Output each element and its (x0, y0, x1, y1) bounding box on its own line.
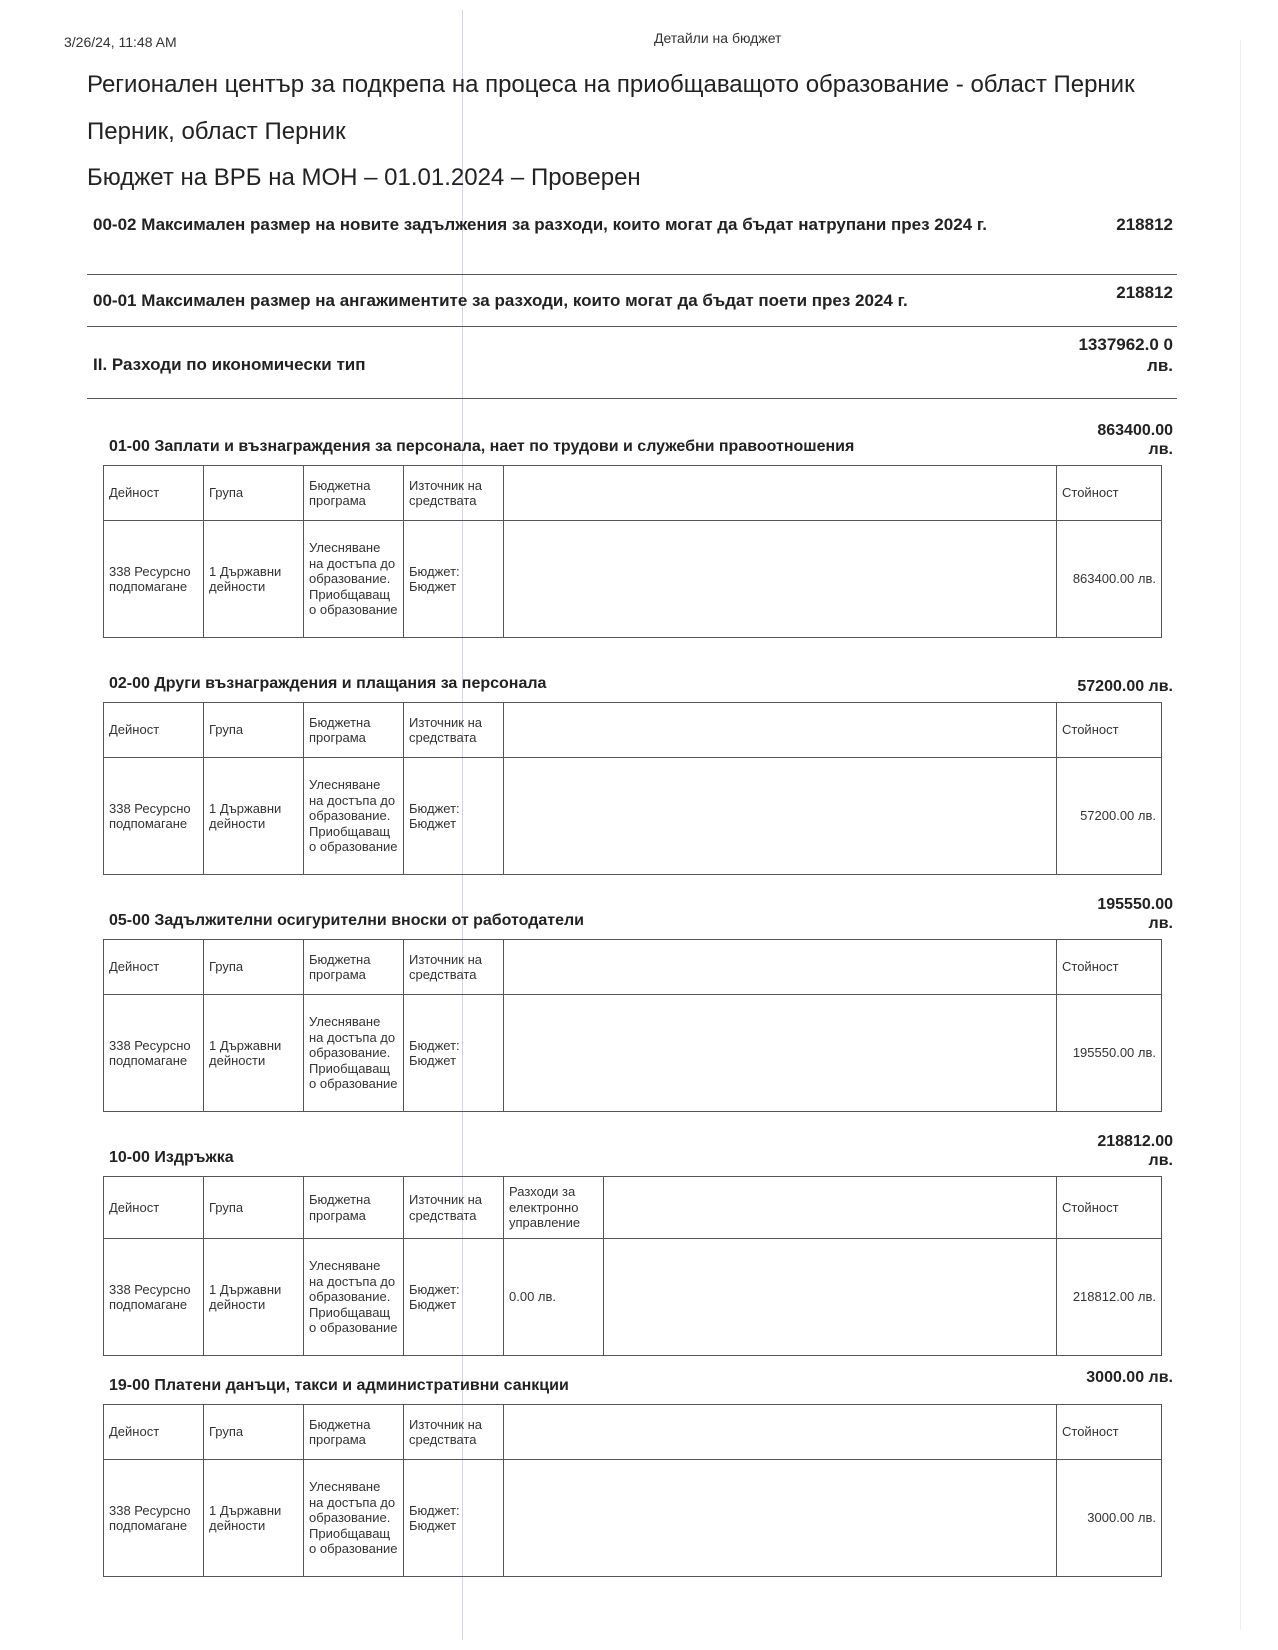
section-label: 10-00 Издръжка (109, 1149, 234, 1166)
col-activity: Дейност (104, 466, 204, 521)
cell-empty (504, 1460, 1057, 1577)
table-header-row (104, 466, 1162, 521)
cell-value: 3000.00 лв. (1057, 1460, 1162, 1577)
summary-row-00-01 (87, 282, 1177, 327)
col-group: Група (204, 940, 304, 995)
cell-empty (504, 521, 1057, 638)
section-header-19-00 (87, 1368, 1177, 1398)
section-total: 57200.00 лв. (1077, 678, 1173, 695)
col-program: Бюджетна програма (304, 466, 404, 521)
budget-title: Бюджет на ВРБ на МОН – 01.01.2024 – Проверен (87, 164, 641, 191)
section-table-05-00 (103, 939, 1162, 1112)
col-source: Източник на средствата (404, 703, 504, 758)
section-total: 195550.00 лв. (1097, 896, 1173, 932)
col-program: Бюджетна програма (304, 703, 404, 758)
cell-program: Улесняване на достъпа до образование. Приобщаващ о образование (304, 995, 404, 1112)
scan-page-edge (1240, 40, 1241, 1630)
col-value: Стойност (1057, 940, 1162, 995)
col-group: Група (204, 1177, 304, 1239)
cell-activity: 338 Ресурсно подпомагане (104, 1460, 204, 1577)
summary-label: 00-01 Максимален размер на ангажиментите за разходи, които могат да бъдат поети през 2024 г. (93, 291, 908, 310)
col-source: Източник на средствата (404, 1177, 504, 1239)
col-program: Бюджетна програма (304, 1177, 404, 1239)
section-total: 863400.00 лв. (1097, 422, 1173, 458)
cell-group: 1 Държавни дейности (204, 758, 304, 875)
cell-group: 1 Държавни дейности (204, 995, 304, 1112)
summary-value: 218812 (1116, 283, 1173, 302)
cell-group: 1 Държавни дейности (204, 521, 304, 638)
cell-group: 1 Държавни дейности (204, 1460, 304, 1577)
cell-program: Улесняване на достъпа до образование. Приобщаващ о образование (304, 1239, 404, 1356)
col-activity: Дейност (104, 703, 204, 758)
summary-value: 1337962.0 0 лв. (1078, 335, 1173, 375)
organization-name: Регионален център за подкрепа на процеса на приобщаващото образование - област Перник (87, 71, 1135, 98)
cell-value: 195550.00 лв. (1057, 995, 1162, 1112)
section-table-01-00 (103, 465, 1162, 638)
table-header-row (104, 703, 1162, 758)
section-table-10-00 (103, 1176, 1162, 1356)
col-source: Източник на средствата (404, 940, 504, 995)
cell-program: Улесняване на достъпа до образование. Приобщаващ о образование (304, 1460, 404, 1577)
summary-row-00-02 (87, 214, 1177, 275)
col-source: Източник на средствата (404, 1405, 504, 1460)
section-total: 218812.00 лв. (1097, 1133, 1173, 1169)
section-total: 3000.00 лв. (1086, 1369, 1173, 1386)
col-group: Група (204, 466, 304, 521)
col-empty (604, 1177, 1057, 1239)
col-group: Група (204, 703, 304, 758)
cell-group: 1 Държавни дейности (204, 1239, 304, 1356)
table-header-row (104, 1405, 1162, 1460)
cell-egov: 0.00 лв. (504, 1239, 604, 1356)
cell-activity: 338 Ресурсно подпомагане (104, 758, 204, 875)
section-header-02-00 (87, 650, 1177, 696)
col-empty (504, 1405, 1057, 1460)
col-egov: Разходи за електронно управление (504, 1177, 604, 1239)
document-body (87, 70, 1177, 1577)
col-value: Стойност (1057, 1405, 1162, 1460)
cell-empty (604, 1239, 1057, 1356)
section-label: 01-00 Заплати и възнаграждения за персонала, нает по трудови и служебни правоотношения (109, 438, 855, 455)
print-header (64, 30, 1214, 50)
cell-value: 863400.00 лв. (1057, 521, 1162, 638)
section-header-01-00 (87, 413, 1177, 459)
cell-empty (504, 995, 1057, 1112)
col-value: Стойност (1057, 703, 1162, 758)
table-row (104, 521, 1162, 638)
col-activity: Дейност (104, 940, 204, 995)
print-date: 3/26/24, 11:48 AM (64, 34, 177, 50)
cell-value: 218812.00 лв. (1057, 1239, 1162, 1356)
cell-program: Улесняване на достъпа до образование. Приобщаващ о образование (304, 758, 404, 875)
table-row (104, 1239, 1162, 1356)
cell-source: Бюджет: Бюджет (404, 521, 504, 638)
cell-value: 57200.00 лв. (1057, 758, 1162, 875)
cell-source: Бюджет: Бюджет (404, 1239, 504, 1356)
col-activity: Дейност (104, 1405, 204, 1460)
section-table-02-00 (103, 702, 1162, 875)
col-value: Стойност (1057, 1177, 1162, 1239)
table-header-row (104, 1177, 1162, 1239)
cell-activity: 338 Ресурсно подпомагане (104, 995, 204, 1112)
table-row (104, 758, 1162, 875)
summary-value: 218812 (1116, 215, 1173, 234)
organization-city: Перник, област Перник (87, 118, 346, 145)
cell-activity: 338 Ресурсно подпомагане (104, 521, 204, 638)
col-activity: Дейност (104, 1177, 204, 1239)
cell-program: Улесняване на достъпа до образование. Приобщаващ о образование (304, 521, 404, 638)
section-table-19-00 (103, 1404, 1162, 1577)
table-header-row (104, 940, 1162, 995)
cell-source: Бюджет: Бюджет (404, 995, 504, 1112)
col-empty (504, 703, 1057, 758)
section-label: 02-00 Други възнаграждения и плащания за персонала (109, 675, 547, 692)
cell-source: Бюджет: Бюджет (404, 758, 504, 875)
col-value: Стойност (1057, 466, 1162, 521)
print-page-title: Детайли на бюджет (654, 30, 782, 46)
table-row (104, 1460, 1162, 1577)
cell-empty (504, 758, 1057, 875)
section-label: 19-00 Платени данъци, такси и административни санкции (109, 1377, 569, 1394)
summary-label: 00-02 Максимален размер на новите задължения за разходи, които могат да бъдат натрупани през 2024 г. (93, 215, 987, 234)
col-empty (504, 940, 1057, 995)
section-header-05-00 (87, 887, 1177, 933)
col-group: Група (204, 1405, 304, 1460)
summary-label: II. Разходи по икономически тип (93, 355, 366, 374)
col-program: Бюджетна програма (304, 1405, 404, 1460)
section-header-10-00 (87, 1124, 1177, 1170)
cell-activity: 338 Ресурсно подпомагане (104, 1239, 204, 1356)
col-source: Източник на средствата (404, 466, 504, 521)
section-label: 05-00 Задължителни осигурителни вноски от работодатели (109, 912, 584, 929)
cell-source: Бюджет: Бюджет (404, 1460, 504, 1577)
col-program: Бюджетна програма (304, 940, 404, 995)
table-row (104, 995, 1162, 1112)
summary-row-expenses (87, 334, 1177, 399)
col-empty (504, 466, 1057, 521)
